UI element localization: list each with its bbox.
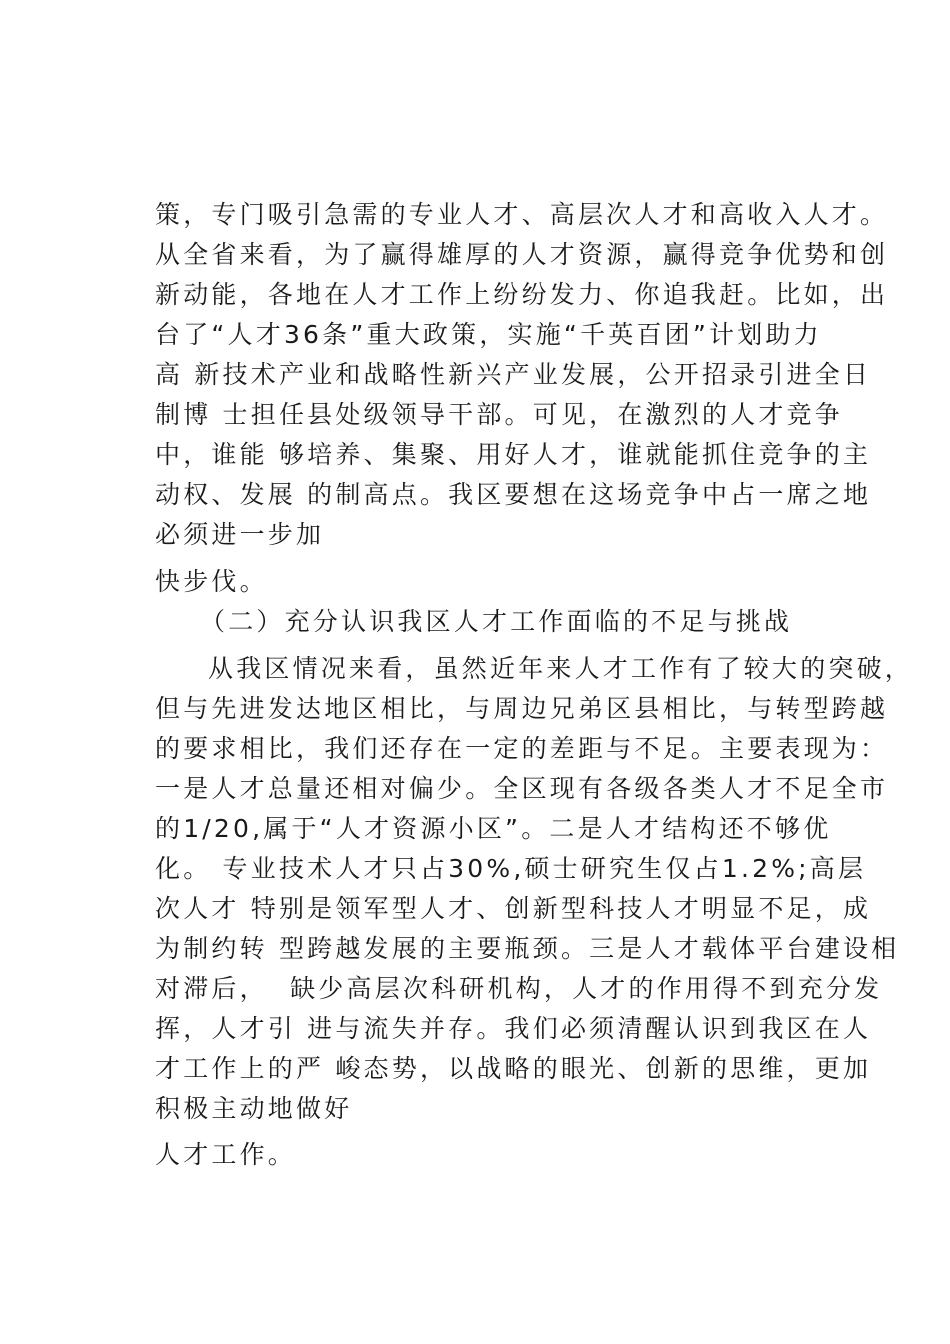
paragraph-line: 新动能，各地在人才工作上纷纷发力、你追我赶。比如，出 bbox=[155, 280, 889, 309]
paragraph-tail: 快步伐。 bbox=[155, 567, 268, 596]
paragraph-line: 的要求相比，我们还存在一定的差距与不足。主要表现为： bbox=[155, 734, 889, 763]
paragraph-tail: 人才工作。 bbox=[155, 1140, 297, 1169]
paragraph-line: 从我区情况来看，虽然近年来人才工作有了较大的突破， bbox=[208, 654, 914, 683]
paragraph-line: 但与先进发达地区相比，与周边兄弟区县相比，与转型跨越 bbox=[155, 694, 889, 723]
paragraph-line: 一是人才总量还相对偏少。全区现有各级各类人才不足全市 bbox=[155, 774, 889, 803]
paragraph-line: 化。 专业技术人才只占30%,硕士研究生仅占1.2%;高层 bbox=[155, 854, 867, 883]
paragraph-line: 高 新技术产业和战略性新兴产业发展，公开招录引进全日 bbox=[155, 360, 872, 389]
paragraph-line: 中，谁能 够培养、集聚、用好人才，谁就能抓住竞争的主 bbox=[155, 440, 872, 469]
paragraph-line: 的1/20,属于“人才资源小区”。二是人才结构还不够优 bbox=[155, 814, 832, 843]
paragraph-line: 策，专门吸引急需的专业人才、高层次人才和高收入人才。 bbox=[155, 200, 889, 229]
paragraph-line: 从全省来看，为了赢得雄厚的人才资源，赢得竞争优势和创 bbox=[155, 240, 889, 269]
paragraph-line: 必须进一步加 bbox=[155, 520, 325, 549]
paragraph-line: 动权、发展 的制高点。我区要想在这场竞争中占一席之地 bbox=[155, 480, 872, 509]
paragraph-line: 积极主动地做好 bbox=[155, 1094, 353, 1123]
paragraph-line: 对滞后， 缺少高层次科研机构，人才的作用得不到充分发 bbox=[155, 974, 883, 1003]
paragraph-line: 挥，人才引 进与流失并存。我们必须清醒认识到我区在人 bbox=[155, 1014, 872, 1043]
paragraph-line: 次人才 特别是领军型人才、创新型科技人才明显不足，成 bbox=[155, 894, 872, 923]
section-heading: （二）充分认识我区人才工作面临的不足与挑战 bbox=[200, 607, 793, 636]
paragraph-line: 为制约转 型跨越发展的主要瓶颈。三是人才载体平台建设相 bbox=[155, 934, 900, 963]
paragraph-line: 台了“人才36条”重大政策，实施“千英百团”计划助力 bbox=[155, 320, 822, 349]
paragraph-line: 才工作上的严 峻态势，以战略的眼光、创新的思维，更加 bbox=[155, 1054, 872, 1083]
paragraph-line: 制博 士担任县处级领导干部。可见，在激烈的人才竞争 bbox=[155, 400, 843, 429]
